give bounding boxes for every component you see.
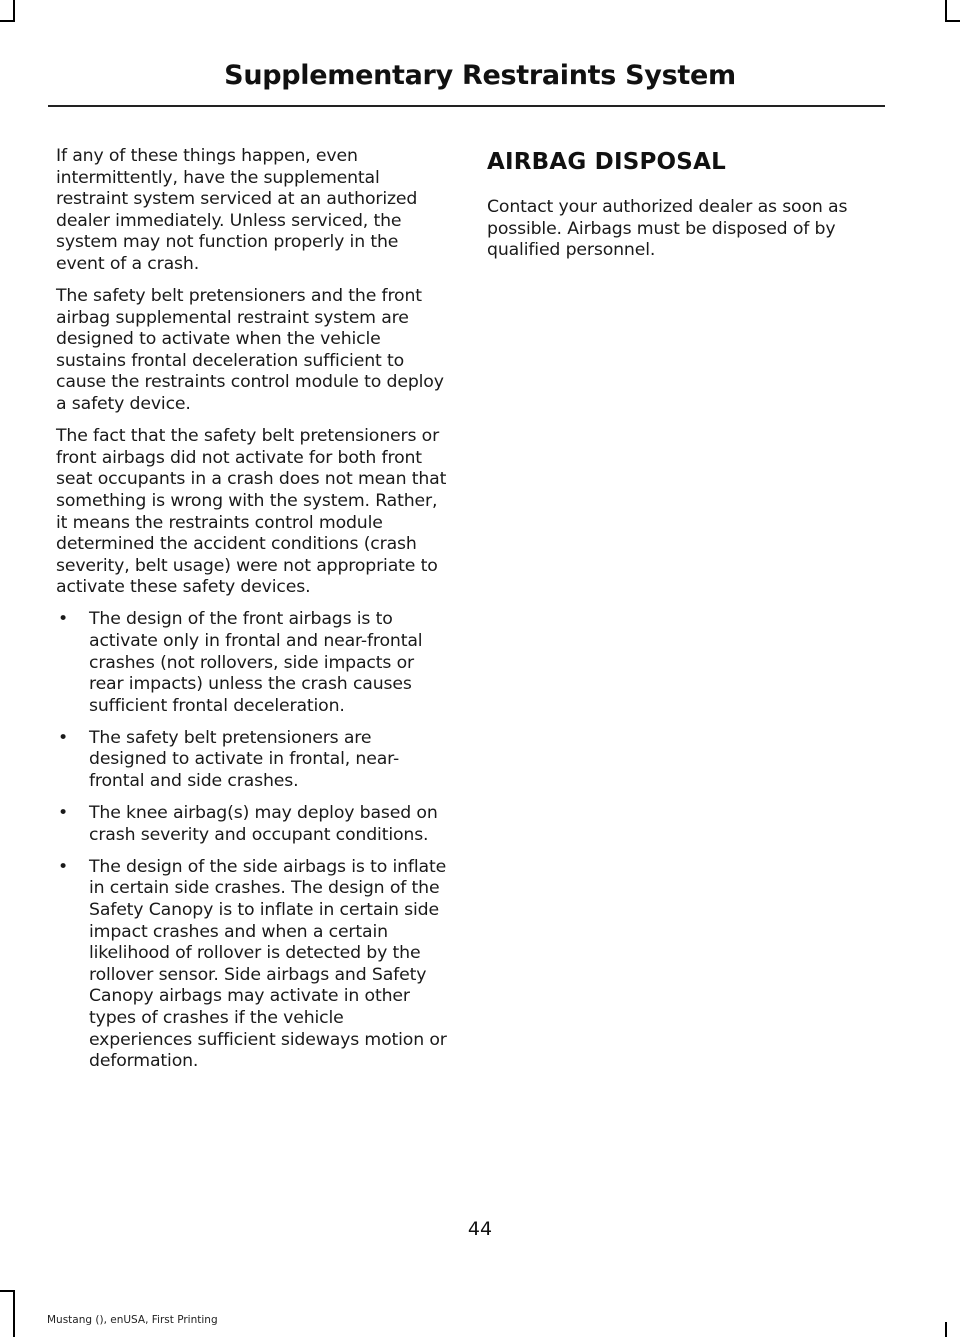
bullet-text: The knee airbag(s) may deploy based on crash severity and occupant conditions.: [89, 803, 438, 845]
right-column: [487, 146, 882, 272]
body-paragraph: The fact that the safety belt pretensioners or front airbags did not activate for both front seat occupants in a crash does not mean that something is wrong with the system. Rather, it means the restraints control module determined the accident conditions (crash severity, belt usage) were not appropriate to activate these safety devices.: [56, 426, 447, 598]
body-paragraph: Contact your authorized dealer as soon as possible. Airbags must be disposed of by qualified personnel.: [487, 197, 848, 261]
bullet-text: The design of the side airbags is to inflate in certain side crashes. The design of the Safety Canopy is to inflate in certain side impact crashes and when a certain likelihood of rollover is detected by the rollover sensor. Side airbags and Safety Canopy airbags may activate in other types of crashes if the vehicle experiences sufficient sideways motion or deformation.: [89, 856, 447, 1072]
bullet-item: [56, 609, 448, 717]
bullet-text: The design of the front airbags is to activate only in frontal and near-frontal crashes (not rollovers, side impacts or rear impacts) unless the crash causes sufficient frontal deceleration.: [89, 609, 423, 716]
page-number: 44: [467, 1218, 493, 1240]
crop-mark: [945, 20, 960, 22]
header-divider: [48, 105, 885, 107]
body-paragraph: The safety belt pretensioners and the front airbag supplemental restraint system are designed to activate when the vehicle sustains frontal deceleration sufficient to cause the restraints control module to deploy a safety device.: [56, 286, 444, 415]
body-paragraph: If any of these things happen, even intermittently, have the supplemental restraint system serviced at an authorized dealer immediately. Unless serviced, the system may not function properly in the event of a crash.: [56, 146, 418, 274]
crop-mark: [13, 1290, 15, 1337]
bullet-icon: •: [58, 856, 69, 877]
crop-mark: [945, 1322, 947, 1337]
crop-mark: [0, 1290, 15, 1292]
left-column: [56, 146, 448, 1083]
page-header: [0, 60, 960, 91]
crop-mark: [945, 0, 947, 20]
publication-footer: Mustang (), enUSA, First Printing: [47, 1314, 218, 1326]
crop-mark: [13, 0, 15, 20]
bullet-item: [56, 728, 448, 793]
crop-mark: [0, 20, 15, 22]
section-heading: AIRBAG DISPOSAL: [487, 149, 726, 175]
bullet-icon: •: [58, 727, 69, 748]
page-title: Supplementary Restraints System: [224, 60, 736, 91]
bullet-icon: •: [58, 803, 69, 824]
bullet-list: [56, 609, 448, 1072]
bullet-item: [56, 803, 448, 846]
bullet-text: The safety belt pretensioners are designed to activate in frontal, near-frontal and side crashes.: [89, 727, 400, 792]
bullet-icon: •: [58, 609, 69, 630]
bullet-item: [56, 857, 448, 1073]
